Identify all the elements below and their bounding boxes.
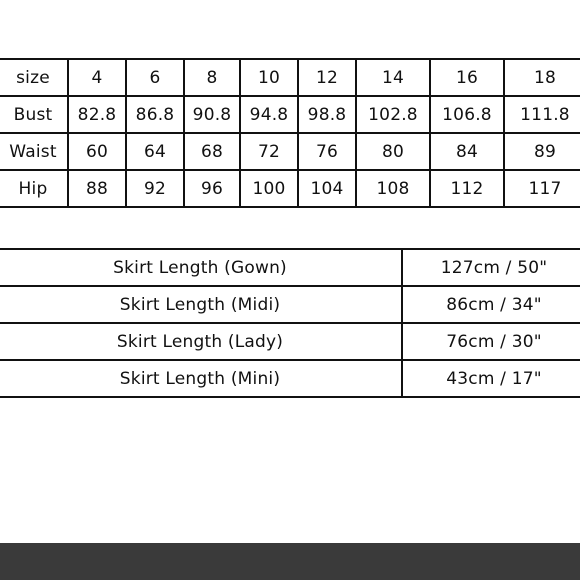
waist-row	[0, 133, 580, 170]
skirt-length-row-lady	[0, 323, 580, 360]
skirt-length-label: Skirt Length (Gown)	[0, 249, 402, 286]
hip-cell: 100	[240, 170, 298, 207]
bottom-bar	[0, 543, 580, 580]
bust-cell: 82.8	[68, 96, 126, 133]
hip-cell: 92	[126, 170, 184, 207]
skirt-length-value: 76cm / 30"	[402, 323, 580, 360]
size-cell: 4	[68, 59, 126, 96]
row-header-waist: Waist	[0, 133, 68, 170]
bust-cell: 106.8	[430, 96, 504, 133]
size-row	[0, 59, 580, 96]
hip-cell: 88	[68, 170, 126, 207]
skirt-length-value: 86cm / 34"	[402, 286, 580, 323]
bust-cell: 90.8	[184, 96, 240, 133]
row-header-bust: Bust	[0, 96, 68, 133]
waist-cell: 76	[298, 133, 356, 170]
row-header-hip: Hip	[0, 170, 68, 207]
bust-row	[0, 96, 580, 133]
size-cell: 6	[126, 59, 184, 96]
skirt-length-value: 127cm / 50"	[402, 249, 580, 286]
bust-cell: 86.8	[126, 96, 184, 133]
size-cell: 12	[298, 59, 356, 96]
skirt-length-row-mini	[0, 360, 580, 397]
bust-cell: 94.8	[240, 96, 298, 133]
waist-cell: 72	[240, 133, 298, 170]
skirt-length-row-gown	[0, 249, 580, 286]
hip-cell: 96	[184, 170, 240, 207]
waist-cell: 64	[126, 133, 184, 170]
size-cell: 18	[504, 59, 580, 96]
bust-cell: 102.8	[356, 96, 430, 133]
size-cell: 14	[356, 59, 430, 96]
skirt-length-label: Skirt Length (Lady)	[0, 323, 402, 360]
size-cell: 16	[430, 59, 504, 96]
bust-cell: 111.8	[504, 96, 580, 133]
skirt-length-label: Skirt Length (Mini)	[0, 360, 402, 397]
skirt-length-label: Skirt Length (Midi)	[0, 286, 402, 323]
waist-cell: 84	[430, 133, 504, 170]
skirt-length-row-midi	[0, 286, 580, 323]
size-cell: 10	[240, 59, 298, 96]
row-header-size: size	[0, 59, 68, 96]
hip-cell: 104	[298, 170, 356, 207]
hip-cell: 108	[356, 170, 430, 207]
skirt-length-table	[0, 248, 580, 398]
waist-cell: 80	[356, 133, 430, 170]
waist-cell: 68	[184, 133, 240, 170]
skirt-length-value: 43cm / 17"	[402, 360, 580, 397]
waist-cell: 60	[68, 133, 126, 170]
size-measurement-table	[0, 58, 580, 208]
size-cell: 8	[184, 59, 240, 96]
bust-cell: 98.8	[298, 96, 356, 133]
hip-row	[0, 170, 580, 207]
hip-cell: 117	[504, 170, 580, 207]
hip-cell: 112	[430, 170, 504, 207]
waist-cell: 89	[504, 133, 580, 170]
